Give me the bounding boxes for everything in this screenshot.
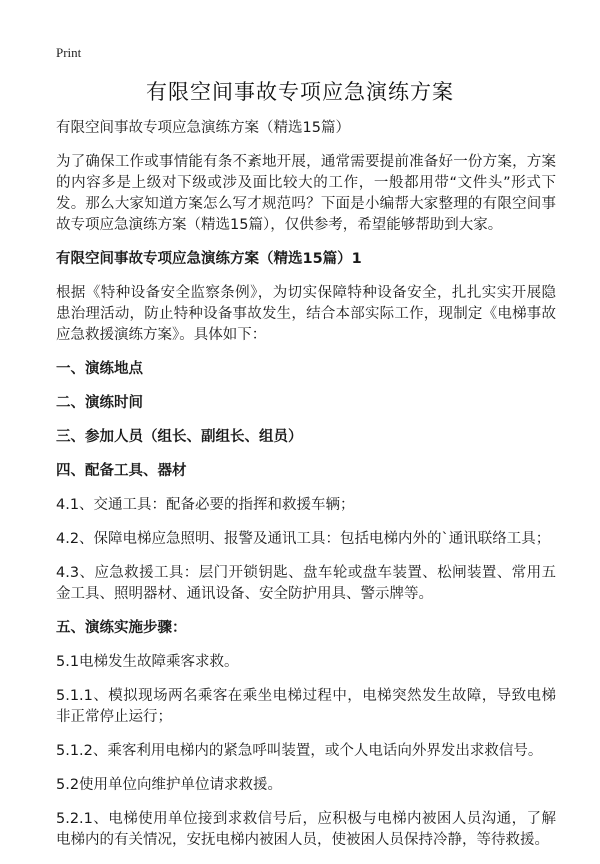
heading-drill-steps: 五、演练实施步骤： <box>56 620 187 636</box>
heading-drill-time: 二、演练时间 <box>56 395 143 411</box>
document-title: 有限空间事故专项应急演练方案 <box>146 80 454 104</box>
item-4-2: 4.2、保障电梯应急照明、报警及通讯工具：包括电梯内外的`通讯联络工具； <box>56 531 551 547</box>
document-subtitle: 有限空间事故专项应急演练方案（精选15篇） <box>56 120 350 136</box>
item-4-1: 4.1、交通工具：配备必要的指挥和救援车辆； <box>56 497 355 513</box>
section-title: 有限空间事故专项应急演练方案（精选15篇）1 <box>56 251 362 267</box>
item-5-2: 5.2使用单位向维护单位请求救援。 <box>56 777 283 793</box>
heading-participants: 三、参加人员（组长、副组长、组员） <box>56 429 303 445</box>
item-5-1: 5.1电梯发生故障乘客求救。 <box>56 654 239 670</box>
section-intro-paragraph: 根据《特种设备安全监察条例》，为切实保障特种设备安全，扎扎实实开展隐患治理活动，防止特种设备事故发生，结合本部实际工作，现制定《电梯事故应急救援演练方案》。具体如下： <box>56 285 556 343</box>
heading-equipment: 四、配备工具、器材 <box>56 463 187 479</box>
document-body <box>56 118 556 864</box>
item-4-3: 4.3、应急救援工具：层门开锁钥匙、盘车轮或盘车装置、松闸装置、常用五金工具、照明器材、通讯设备、安全防护用具、警示牌等。 <box>56 565 556 602</box>
intro-paragraph: 为了确保工作或事情能有条不紊地开展，通常需要提前准备好一份方案，方案的内容多是上级对下级或涉及面比较大的工作，一般都用带“文件头”形式下发。那么大家知道方案怎么写才规范吗？下面是小编帮大家整理的有限空间事故专项应急演练方案（精选15篇），仅供参考，希望能够帮助到大家。 <box>56 154 556 233</box>
print-link[interactable]: Print <box>56 45 82 60</box>
item-5-2-1: 5.2.1、电梯使用单位接到求救信号后，应积极与电梯内被困人员沟通，了解电梯内的有关情况，安抚电梯内被困人员，使被困人员保持冷静，等待救援。 <box>56 811 556 848</box>
heading-drill-location: 一、演练地点 <box>56 361 143 377</box>
item-5-1-2: 5.1.2、乘客利用电梯内的紧急呼叫装置，或个人电话向外界发出求救信号。 <box>56 743 543 759</box>
item-5-1-1: 5.1.1、模拟现场两名乘客在乘坐电梯过程中，电梯突然发生故障，导致电梯非正常停止运行； <box>56 688 556 725</box>
